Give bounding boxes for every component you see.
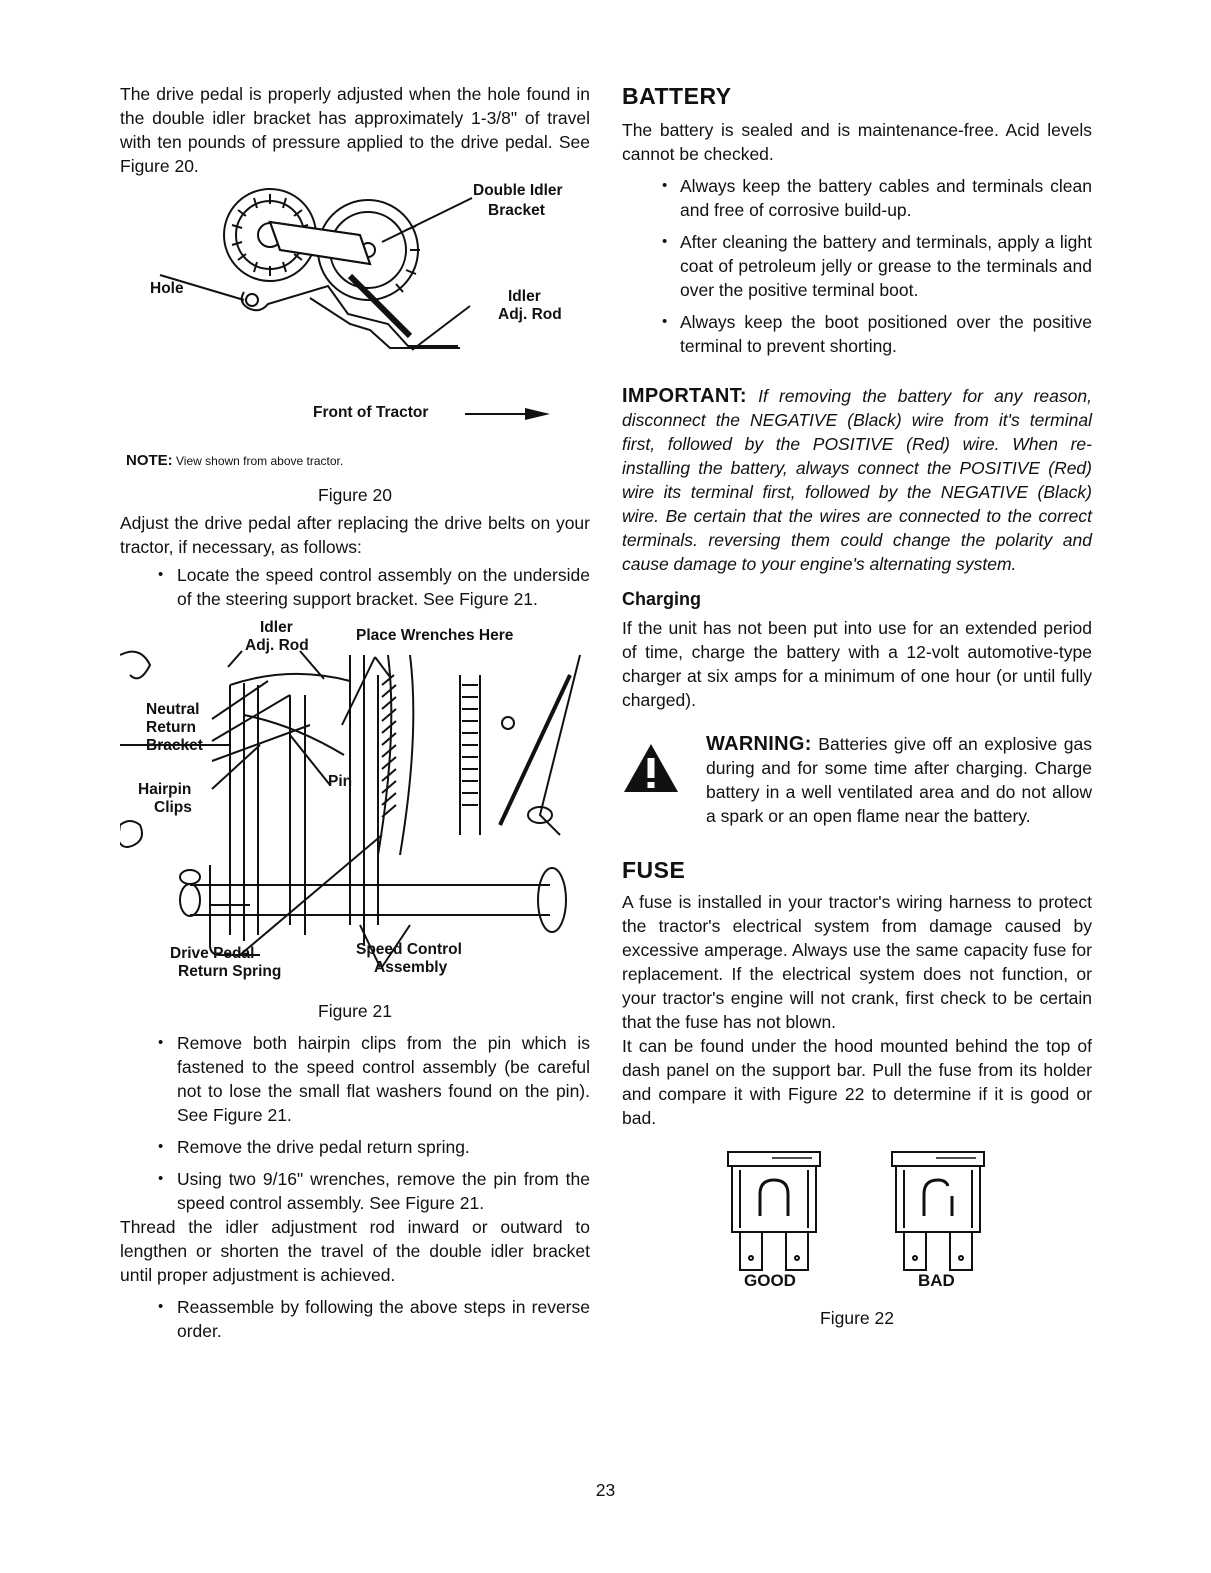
figure-22-caption: Figure 22 xyxy=(820,1308,894,1328)
charging-paragraph: If the unit has not been put into use for an extended period of time, charge the battery with a 12-volt automotive-type charger at six amps for a minimum of one hour (or until fully charged). xyxy=(622,618,1092,710)
bullet-list-1 xyxy=(120,563,590,611)
good-fuse xyxy=(728,1152,820,1270)
label-idler: Idler xyxy=(508,288,541,305)
warning-block xyxy=(622,732,1092,828)
left-column xyxy=(120,82,590,1343)
battery-bullets xyxy=(622,174,1092,358)
adjust-paragraph: Adjust the drive pedal after replacing the drive belts on your tractor, if necessary, as follows: xyxy=(120,513,590,557)
note-text: View shown from above tractor. xyxy=(176,454,344,468)
label-bracket: Bracket xyxy=(488,202,545,219)
list-item: • After cleaning the battery and terminals, apply a light coat of petroleum jelly or grease to the terminals and over the positive terminal boot. xyxy=(622,230,1092,302)
thread-paragraph: Thread the idler adjustment rod inward or outward to lengthen or shorten the travel of the double idler bracket until proper adjustment is achieved. xyxy=(120,1217,590,1285)
warning-icon xyxy=(622,742,680,794)
charging-heading: Charging xyxy=(622,589,701,609)
list-item: • Locate the speed control assembly on the underside of the steering support bracket. See Figure 21. xyxy=(120,563,590,611)
label-pin: Pin xyxy=(328,773,353,790)
right-column xyxy=(622,82,1092,1330)
label-hairpin: Hairpin xyxy=(138,781,192,798)
warning-lead: WARNING: xyxy=(706,733,812,755)
page-number: 23 xyxy=(595,1480,616,1500)
label-return: Return xyxy=(146,719,196,736)
important-notice xyxy=(622,384,1092,576)
label-place-wrenches-here: Place Wrenches Here xyxy=(356,627,514,644)
label-drive-pedal: Drive Pedal xyxy=(170,945,255,962)
note-lead: NOTE: xyxy=(126,452,173,469)
label-idler: Idler xyxy=(260,619,293,636)
list-item: • Using two 9/16" wrenches, remove the pin from the speed control assembly. See Figure 21. xyxy=(120,1167,590,1215)
label-clips: Clips xyxy=(154,799,192,816)
figure-21 xyxy=(120,615,590,997)
label-good: GOOD xyxy=(744,1271,796,1290)
label-adj-rod: Adj. Rod xyxy=(245,637,309,654)
fuse-paragraph-2: It can be found under the hood mounted behind the top of dash panel on the support bar. Pull the fuse from its holder and compare it with Figure 22 to determine if it is good or bad. xyxy=(622,1036,1092,1128)
figure-20 xyxy=(120,180,590,442)
list-item: • Remove both hairpin clips from the pin which is fastened to the speed control assembly (be careful not to lose the small flat washers found on the pin). See Figure 21. xyxy=(120,1031,590,1127)
bullet-list-3 xyxy=(120,1295,590,1343)
label-double-idler: Double Idler xyxy=(473,182,563,199)
figure-20-caption: Figure 20 xyxy=(318,485,392,505)
battery-heading: BATTERY xyxy=(622,83,732,109)
fuse-illustration xyxy=(622,1148,1092,1298)
list-item: • Reassemble by following the above steps in reverse order. xyxy=(120,1295,590,1343)
label-bad: BAD xyxy=(918,1271,955,1290)
warning-text: Batteries give off an explosive gas during and for some time after charging. Charge battery in a well ventilated area and do not allow a spark or an open flame near the battery. xyxy=(706,734,1092,826)
bullet-list-2 xyxy=(120,1031,590,1215)
label-bracket: Bracket xyxy=(146,737,203,754)
list-item: • Remove the drive pedal return spring. xyxy=(120,1135,590,1159)
label-hole: Hole xyxy=(150,280,184,297)
label-adj-rod: Adj. Rod xyxy=(498,306,562,323)
fuse-heading: FUSE xyxy=(622,857,686,883)
label-assembly: Assembly xyxy=(374,959,448,976)
label-front-of-tractor: Front of Tractor xyxy=(313,404,429,421)
figure-22 xyxy=(622,1148,1092,1298)
label-return-spring: Return Spring xyxy=(178,963,282,980)
figure-20-note xyxy=(126,452,590,469)
important-lead: IMPORTANT: xyxy=(622,385,747,407)
label-speed-control: Speed Control xyxy=(356,941,462,958)
bad-fuse xyxy=(892,1152,984,1270)
list-item: • Always keep the battery cables and terminals clean and free of corrosive build-up. xyxy=(622,174,1092,222)
figure-21-caption: Figure 21 xyxy=(318,1001,392,1021)
fuse-paragraph-1: A fuse is installed in your tractor's wiring harness to protect the tractor's electrical system from damage caused by excessive amperage. Always use the same capacity fuse for replacement. If the electrical system does not function, or your tractor's engine will not crank, first check to be certain that the fuse has not blown. xyxy=(622,892,1092,1032)
list-item: • Always keep the boot positioned over the positive terminal to prevent shorting. xyxy=(622,310,1092,358)
important-text: If removing the battery for any reason, disconnect the NEGATIVE (Black) wire from it's terminal first, followed by the POSITIVE (Red) wire. When re-installing the battery, always connect the POSITIVE (Red) wire its terminal first, followed by the NEGATIVE (Black) wire. Be certain that the wires are connected to the correct terminals. reversing them could change the polarity and cause damage to your engine's alternating system. xyxy=(622,386,1092,574)
warning-text-block xyxy=(706,732,1092,828)
battery-paragraph: The battery is sealed and is maintenance-free. Acid levels cannot be checked. xyxy=(622,120,1092,164)
label-neutral: Neutral xyxy=(146,701,200,718)
intro-paragraph: The drive pedal is properly adjusted when the hole found in the double idler bracket has approximately 1-3/8" of travel with ten pounds of pressure applied to the drive pedal. See Figure 20. xyxy=(120,84,590,176)
